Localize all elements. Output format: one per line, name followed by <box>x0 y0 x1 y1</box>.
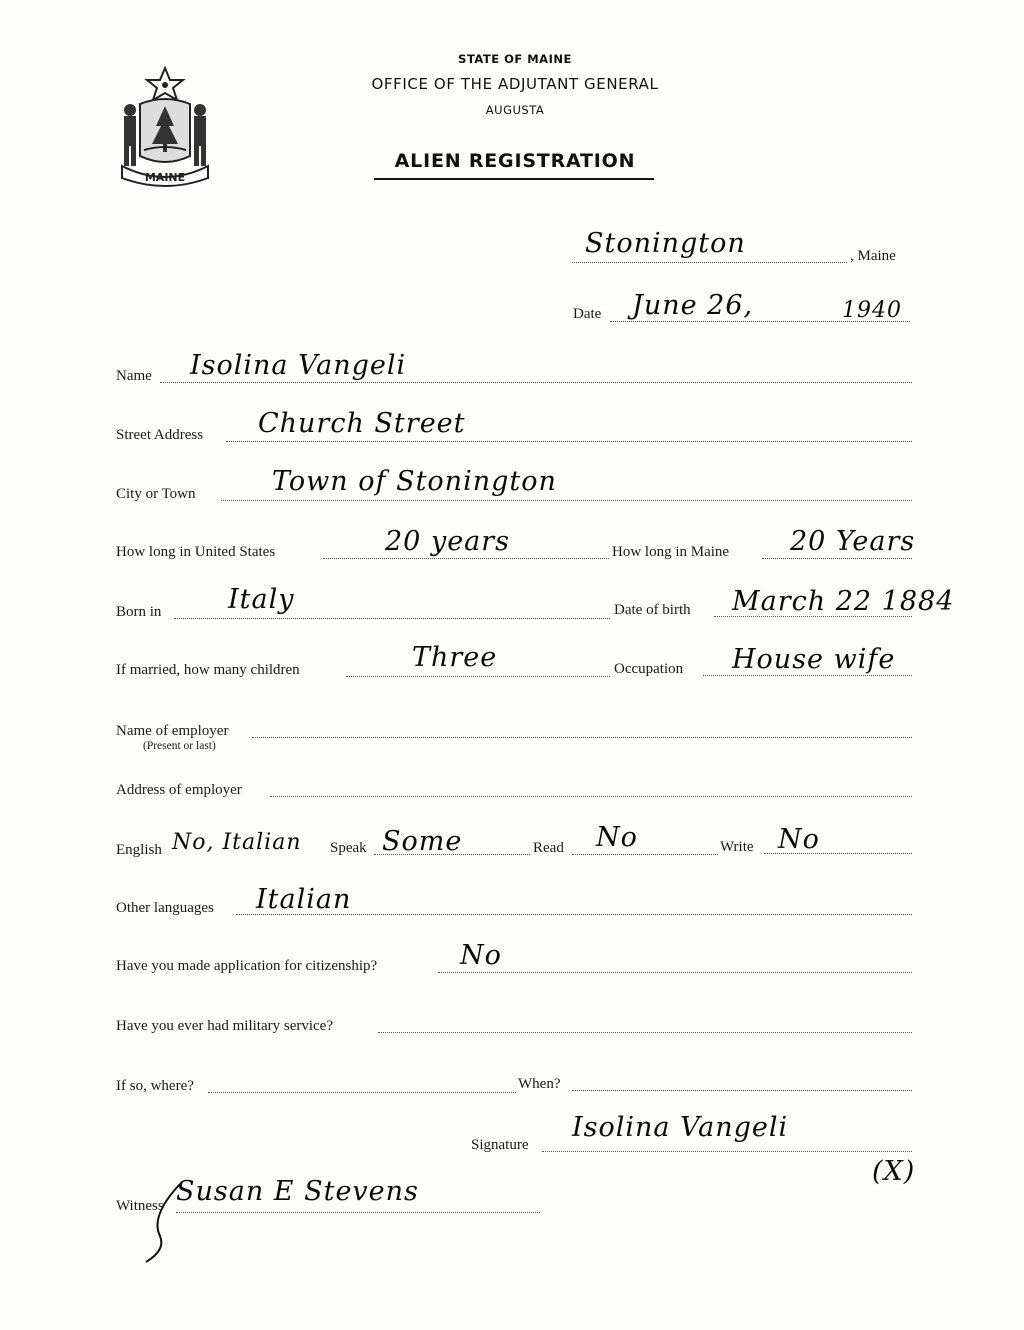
witness-line <box>176 1212 540 1213</box>
speak-label: Speak <box>330 840 367 856</box>
citizenship-value: No <box>460 940 502 971</box>
read-label: Read <box>533 840 564 856</box>
speak-value: Some <box>382 826 463 857</box>
witness-flourish-icon <box>140 1176 200 1266</box>
title-underline <box>374 178 654 180</box>
read-value: No <box>596 822 638 853</box>
occupation-label: Occupation <box>614 661 684 677</box>
employer-address-line <box>270 796 912 797</box>
citizenship-line <box>438 972 912 973</box>
english-value: No, Italian <box>172 830 302 855</box>
employer-note: (Present or last) <box>143 740 216 752</box>
where-line <box>208 1092 516 1093</box>
page-title: ALIEN REGISTRATION <box>394 150 636 172</box>
date-label: Date <box>573 306 602 322</box>
witness-value: Susan E Stevens <box>176 1176 419 1207</box>
children-value: Three <box>412 642 498 673</box>
how-long-us-value: 20 years <box>385 526 511 557</box>
when-label: When? <box>518 1076 561 1092</box>
children-line <box>346 676 610 677</box>
write-label: Write <box>720 839 754 855</box>
maine-label: , Maine <box>850 248 896 264</box>
date-of-birth-label: Date of birth <box>614 602 691 618</box>
citizenship-label: Have you made application for citizenship? <box>116 958 378 974</box>
how-long-maine-line <box>762 558 912 559</box>
occupation-line <box>703 675 912 676</box>
signature-line <box>542 1151 912 1152</box>
name-label: Name <box>116 368 152 384</box>
witness-label: Witness <box>116 1198 164 1214</box>
born-in-line <box>174 618 610 619</box>
name-value: Isolina Vangeli <box>190 350 407 381</box>
children-label: If married, how many children <box>116 662 300 678</box>
military-label: Have you ever had military service? <box>116 1018 333 1034</box>
other-languages-value: Italian <box>256 884 352 915</box>
write-value: No <box>778 824 820 855</box>
how-long-us-line <box>323 558 609 559</box>
street-value: Church Street <box>258 408 466 439</box>
when-line <box>572 1090 912 1091</box>
employer-line <box>252 737 912 738</box>
date-year-value: 1940 <box>842 298 902 323</box>
town-value: Stonington <box>585 228 746 259</box>
military-line <box>378 1032 912 1033</box>
read-line <box>572 854 718 855</box>
date-of-birth-value: March 22 1884 <box>732 586 955 617</box>
born-in-label: Born in <box>116 604 162 620</box>
state-heading: STATE OF MAINE <box>458 52 572 66</box>
seal-banner-text: MAINE <box>144 171 186 184</box>
street-label: Street Address <box>116 427 204 443</box>
employer-address-label: Address of employer <box>116 782 242 798</box>
city-label: City or Town <box>116 486 196 502</box>
date-value: June 26, <box>632 290 754 321</box>
how-long-maine-value: 20 Years <box>790 526 916 557</box>
how-long-maine-label: How long in Maine <box>612 544 730 560</box>
city-heading: AUGUSTA <box>485 103 545 117</box>
street-line <box>226 441 912 442</box>
english-label: English <box>116 842 162 858</box>
city-value: Town of Stonington <box>272 466 557 497</box>
born-in-value: Italy <box>228 584 295 615</box>
signature-label: Signature <box>471 1137 529 1153</box>
other-languages-label: Other languages <box>116 900 214 916</box>
how-long-us-label: How long in United States <box>116 544 276 560</box>
occupation-value: House wife <box>732 644 896 675</box>
where-label: If so, where? <box>116 1078 194 1094</box>
town-line <box>572 262 847 263</box>
signature-value: Isolina Vangeli <box>572 1112 789 1143</box>
employer-label: Name of employer <box>116 723 229 739</box>
office-heading: OFFICE OF THE ADJUTANT GENERAL <box>371 75 659 93</box>
city-line <box>221 500 912 501</box>
name-line <box>160 382 912 383</box>
signature-mark: (X) <box>872 1156 916 1187</box>
state-seal-icon <box>110 64 220 188</box>
